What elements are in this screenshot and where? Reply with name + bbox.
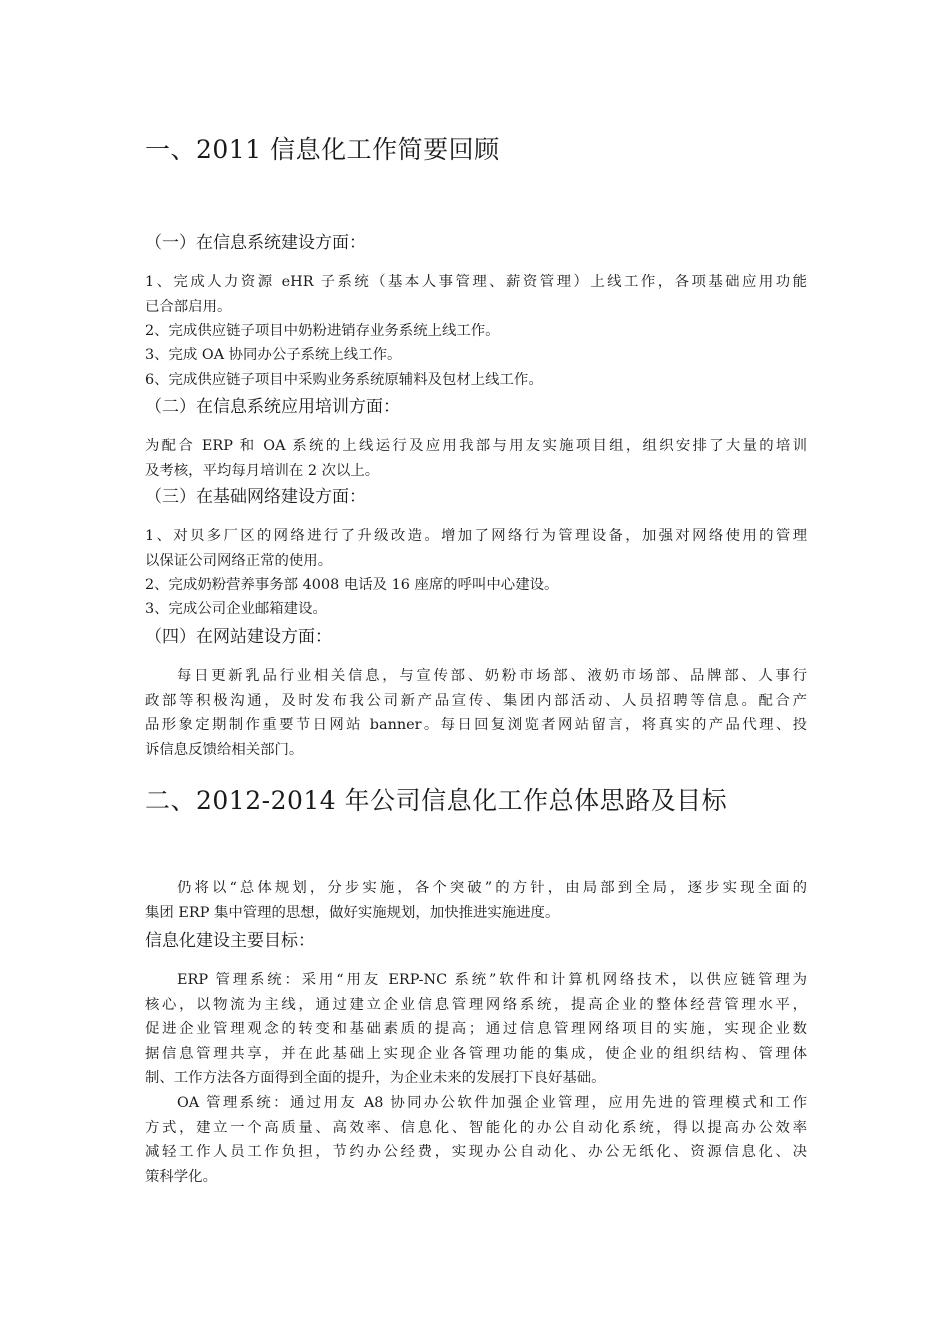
paragraph-line: 核心，以物流为主线，通过建立企业信息管理网络系统，提高企业的整体经营管理水平， xyxy=(145,996,807,1013)
paragraph-line: 制、工作方法各方面得到全面的提升，为企业未来的发展打下良好基础。 xyxy=(145,1070,606,1086)
paragraph-line: 促进企业管理观念的转变和基础素质的提高；通过信息管理网络项目的实施，实现企业数 xyxy=(145,1021,807,1037)
subsection-1-item-4 xyxy=(145,368,807,393)
paragraph-line: 据信息管理共享，并在此基础上实现企业各管理功能的集成，使企业的组织结构、管理体 xyxy=(145,1045,807,1062)
item-line: 以保证公司网络正常的使用。 xyxy=(145,552,333,569)
subsection-3-item-3 xyxy=(145,597,807,622)
paragraph-line: 品形象定期制作重要节日网站 banner。每日回复浏览者网站留言，将真实的产品代理、投 xyxy=(145,717,807,733)
subsection-3-item-1 xyxy=(145,524,807,573)
subsection-4-heading: （四）在网站建设方面： xyxy=(145,627,332,647)
subsection-1-item-1 xyxy=(145,270,807,319)
subsection-2-paragraph xyxy=(145,434,807,483)
subsection-1-item-3 xyxy=(145,343,807,368)
item-line: 2、完成供应链子项目中奶粉进销存业务系统上线工作。 xyxy=(145,323,500,339)
goals-heading: 信息化建设主要目标： xyxy=(145,931,315,951)
item-line: 3、完成 OA 协同办公子系统上线工作。 xyxy=(145,347,402,363)
paragraph-line: 每日更新乳品行业相关信息，与宣传部、奶粉市场部、液奶市场部、品牌部、人事行 xyxy=(177,668,807,684)
paragraph-line: 减轻工作人员工作负担，节约办公经费，实现办公自动化、办公无纸化、资源信息化、决 xyxy=(145,1144,807,1160)
erp-paragraph xyxy=(145,968,807,1091)
paragraph-line: 集团 ERP 集中管理的思想，做好实施规划，加快推进实施进度。 xyxy=(145,904,560,921)
subsection-3-item-2 xyxy=(145,573,807,598)
oa-paragraph xyxy=(145,1091,807,1189)
paragraph-line: ERP 管理系统：采用“用友 ERP-NC 系统”软件和计算机网络技术，以供应链管理为 xyxy=(177,972,807,988)
subsection-4-paragraph xyxy=(145,664,807,762)
section-2-intro xyxy=(145,876,807,925)
item-line: 6、完成供应链子项目中采购业务系统原辅料及包材上线工作。 xyxy=(145,372,543,388)
paragraph-line: 及考核，平均每月培训在 2 次以上。 xyxy=(145,462,380,479)
paragraph-line: OA 管理系统：通过用友 A8 协同办公软件加强企业管理，应用先进的管理模式和工作 xyxy=(177,1095,807,1111)
item-line: 已合部启用。 xyxy=(145,298,232,315)
item-line: 1、对贝多厂区的网络进行了升级改造。增加了网络行为管理设备，加强对网络使用的管理 xyxy=(145,528,807,544)
item-line: 1、完成人力资源 eHR 子系统（基本人事管理、薪资管理）上线工作，各项基础应用功能 xyxy=(145,274,807,290)
paragraph-line: 诉信息反馈给相关部门。 xyxy=(145,741,304,758)
paragraph-line: 政部等积极沟通，及时发布我公司新产品宣传、集团内部活动、人员招聘等信息。配合产 xyxy=(145,692,807,709)
subsection-1-item-2 xyxy=(145,319,807,344)
paragraph-line: 仍将以“总体规划，分步实施，各个突破”的方针，由局部到全局，逐步实现全面的 xyxy=(177,880,807,896)
section-1-title: 一、2011 信息化工作简要回顾 xyxy=(145,135,500,164)
item-line: 2、完成奶粉营养事务部 4008 电话及 16 座席的呼叫中心建设。 xyxy=(145,577,559,593)
paragraph-line: 策科学化。 xyxy=(145,1168,217,1185)
subsection-2-heading: （二）在信息系统应用培训方面： xyxy=(145,397,400,417)
subsection-1-heading: （一）在信息系统建设方面： xyxy=(145,233,366,253)
paragraph-line: 方式，建立一个高质量、高效率、信息化、智能化的办公自动化系统，得以提高办公效率 xyxy=(145,1119,807,1136)
paragraph-line: 为配合 ERP 和 OA 系统的上线运行及应用我部与用友实施项目组，组织安排了大量的培训 xyxy=(145,438,807,454)
section-2-title: 二、2012-2014 年公司信息化工作总体思路及目标 xyxy=(145,786,728,815)
item-line: 3、完成公司企业邮箱建设。 xyxy=(145,601,327,617)
subsection-3-heading: （三）在基础网络建设方面： xyxy=(145,487,366,507)
